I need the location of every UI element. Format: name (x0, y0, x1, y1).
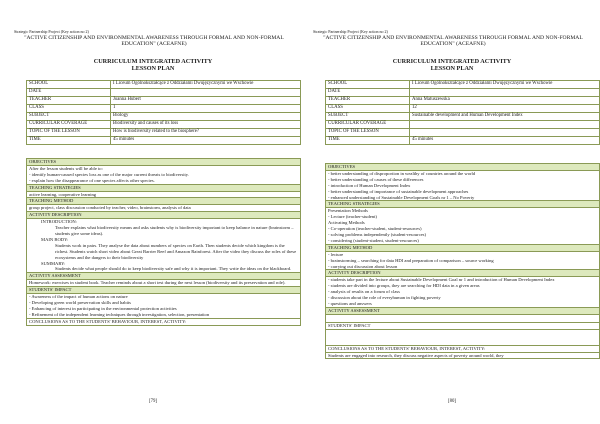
info-value: I Liceum Ogólnokształcące z Oddziałami Dwujęzycznymi we Wschowie (111, 81, 301, 89)
table-row (326, 89, 600, 97)
series-label: Strategic Partnership Project (Key action no 2) (313, 29, 388, 34)
method-body (326, 251, 599, 270)
heading-line-1: CURRICULUM INTEGRATED ACTIVITY (392, 58, 512, 65)
strategies-body (326, 207, 599, 243)
info-key: TIME (326, 137, 410, 145)
list-item: Students are engaged into research, they discuss negative aspects of poverty around world, they (328, 352, 504, 358)
info-value (410, 89, 600, 97)
list-item: - considering (student-student, student-resources) (328, 237, 419, 243)
table-row (27, 97, 301, 105)
info-value: Joanna Hubert (111, 97, 301, 105)
impact-heading: STUDENTS' IMPACT (27, 286, 300, 293)
impact-heading: STUDENTS' IMPACT (326, 322, 599, 329)
info-value (410, 121, 600, 129)
list-item: - Developing green world preservation skills and habits (29, 299, 131, 305)
info-key: CURRICULAR COVERAGE (326, 121, 410, 129)
project-subtitle: "ACTIVE CITIZENSHIP AND ENVIRONMENTAL AWARENESS THROUGH FORMAL AND NON-FORMAL EDUCATION" (ACEAFNE) (24, 35, 284, 48)
summary-text: Students decide what people should do to keep biodiversity safe and why it is important. They write the ideas on the blackboard. (55, 266, 292, 272)
conclusions-body (326, 352, 599, 359)
description-heading: ACTIVITY DESCRIPTION (27, 211, 300, 218)
strategies-body (27, 191, 300, 198)
list-item: active learning, cooperative learning (29, 191, 97, 197)
left-page (8, 0, 298, 424)
list-item: - better understanding of causes of these differences (328, 176, 424, 182)
info-value (111, 89, 301, 97)
list-item: - carrying out discussion about lesson (328, 263, 398, 269)
table-row (326, 105, 600, 113)
info-value: Biology (111, 113, 301, 121)
list-item: Activating Methods (328, 220, 365, 226)
info-key: TEACHER (326, 97, 410, 105)
info-value: How is biodiversity related to the biosphere? (111, 129, 301, 137)
main-label: MAIN BODY: (41, 236, 69, 242)
method-body (27, 204, 300, 211)
table-row (27, 105, 301, 113)
objectives-body (326, 170, 599, 201)
right-page (307, 0, 597, 424)
table-row (326, 81, 600, 89)
table-row (27, 89, 301, 97)
table-row (27, 113, 301, 121)
assessment-body (326, 314, 599, 322)
info-key: TOPIC OF THE LESSON (27, 129, 111, 137)
info-value (410, 129, 600, 137)
summary-label: SUMMARY: (41, 260, 66, 266)
objectives-heading: OBJECTIVES (27, 159, 300, 165)
page-number: [80] (448, 399, 456, 404)
list-item: - Lecture (teacher-student) (328, 214, 377, 220)
objectives-heading: OBJECTIVES (326, 164, 599, 170)
info-value: Anna Matuszewska (410, 97, 600, 105)
list-item: - Refinement of the independent learning techniques through investigation, selection, presentation (29, 311, 210, 317)
info-key: TIME (27, 137, 111, 145)
main-text: Students work in pairs. They analyse the data about numbers of species on Earth. Then students decide which kingdom is the richest. Students watch short video about Great Barrier Reef and Amazon Rainforest. After the video they discuss the roles of these ecosystems and the dangers to their biodiversity (55, 242, 297, 260)
list-item: - students are divided into groups, they are searching for HDI data in a given areas (328, 283, 480, 289)
info-value: Biodiversity and causes of its loss (111, 121, 301, 129)
info-value: 45 minutes (410, 137, 600, 145)
list-item: Homework: exercises in student book. Teacher reminds about a short test during the next lesson (biodiversity and its preservation and role). (29, 280, 286, 286)
info-key: TEACHER (27, 97, 111, 105)
description-body (326, 276, 599, 307)
method-heading: TEACHING METHOD (326, 244, 599, 251)
list-item: - lecture (328, 251, 344, 257)
list-item: - better understanding of importance of sustainable development approaches (328, 188, 469, 194)
list-item: - identify human-caused species loss as one of the major current threats to biodiversity. (29, 171, 189, 177)
info-key: SUBJECT (326, 113, 410, 121)
intro-text: Teacher explains what biodiversity means and asks students why is biodiversity important to keep balance in nature (brainstorm – students give some ideas). (55, 225, 294, 236)
method-heading: TEACHING METHOD (27, 197, 300, 204)
impact-body (326, 329, 599, 345)
page-heading (8, 58, 298, 73)
conclusions-heading: CONCLUSIONS AS TO THE STUDENTS' BEHAVIOUR, INTEREST, ACTIVITY: (27, 318, 300, 325)
list-item: - brainstorming – searching for data HDI and preparation of comparison – source working (328, 257, 494, 263)
list-item: - Co-operation (teacher-student, student-resources) (328, 226, 422, 232)
list-item: - Enhancing of interest in participating in the environmental protection activities (29, 305, 177, 311)
table-row (326, 129, 600, 137)
info-key: CLASS (326, 105, 410, 113)
info-key: SCHOOL (326, 81, 410, 89)
table-row (326, 137, 600, 145)
list-item: - questions and answers (328, 300, 372, 306)
series-label: Strategic Partnership Project (Key action no 2) (14, 29, 89, 34)
info-key: DATE (27, 89, 111, 97)
table-row (27, 137, 301, 145)
page-heading (307, 58, 597, 73)
info-key: CLASS (27, 105, 111, 113)
assessment-heading: ACTIVITY ASSESSMENT (326, 307, 599, 314)
table-row (326, 121, 600, 129)
info-key: TOPIC OF THE LESSON (326, 129, 410, 137)
list-item: - explain how the disappearance of one species affects other species. (29, 177, 155, 183)
info-key: DATE (326, 89, 410, 97)
info-value: Sustainable development and Human Development Index (410, 113, 600, 121)
conclusions-heading: CONCLUSIONS AS TO THE STUDENTS' BEHAVIOUR, INTEREST, ACTIVITY: (326, 345, 599, 352)
list-item: After the lesson students will be able to: (29, 165, 103, 171)
list-item: - students take part in the lecture about Sustainable Development Goal nr 1 and introduction of Human Development Index (328, 277, 555, 283)
list-item: - enhanced understanding of Sustainable Development Goals nr 1 – No Poverty (328, 194, 475, 200)
info-value: 45 minutes (111, 137, 301, 145)
list-item: - introduction of Human Development Index (328, 182, 411, 188)
lesson-info-table (325, 80, 600, 145)
list-item: - discussion about the role of everyhuman in fighting poverty (328, 295, 441, 301)
project-subtitle: "ACTIVE CITIZENSHIP AND ENVIRONMENTAL AWARENESS THROUGH FORMAL AND NON-FORMAL EDUCATION" (ACEAFNE) (323, 35, 583, 48)
info-key: SUBJECT (27, 113, 111, 121)
list-item: group project, class discussion conducted by teacher, video, brainstorm, analysis of data (29, 205, 191, 211)
objectives-body (27, 165, 300, 184)
list-item: - Awareness of the impact of human actions on nature (29, 294, 128, 300)
assessment-heading: ACTIVITY ASSESSMENT (27, 272, 300, 279)
page-number: [79] (149, 399, 157, 404)
lesson-sections (325, 163, 600, 359)
table-row (27, 81, 301, 89)
list-item: - better understanding of disproportion in wealthy of countries around the world (328, 170, 476, 176)
strategies-heading: TEACHING STRATEGIES (326, 200, 599, 207)
strategies-heading: TEACHING STRATEGIES (27, 184, 300, 191)
heading-line-1: CURRICULUM INTEGRATED ACTIVITY (93, 58, 213, 65)
impact-body (27, 293, 300, 318)
intro-label: INTRODUCTION: (41, 219, 77, 225)
lesson-info-table (26, 80, 301, 145)
table-row (27, 129, 301, 137)
assessment-body (27, 279, 300, 286)
table-row (326, 113, 600, 121)
heading-line-2: LESSON PLAN (430, 65, 474, 73)
info-value: I Liceum Ogólnokształcące z Oddziałami Dwujęzycznymi we Wschowie (410, 81, 600, 89)
list-item: Presentation Methods (328, 208, 368, 214)
info-value: 1 (111, 105, 301, 113)
info-key: SCHOOL (27, 81, 111, 89)
lesson-sections (26, 158, 301, 326)
description-heading: ACTIVITY DESCRIPTION (326, 269, 599, 276)
list-item: - solving problems independently (student-resources) (328, 231, 426, 237)
list-item: - analysis of results on a forum of class (328, 289, 400, 295)
info-key: CURRICULAR COVERAGE (27, 121, 111, 129)
info-value: 12 (410, 105, 600, 113)
heading-line-2: LESSON PLAN (131, 65, 175, 73)
table-row (326, 97, 600, 105)
table-row (27, 121, 301, 129)
description-body (27, 218, 300, 272)
